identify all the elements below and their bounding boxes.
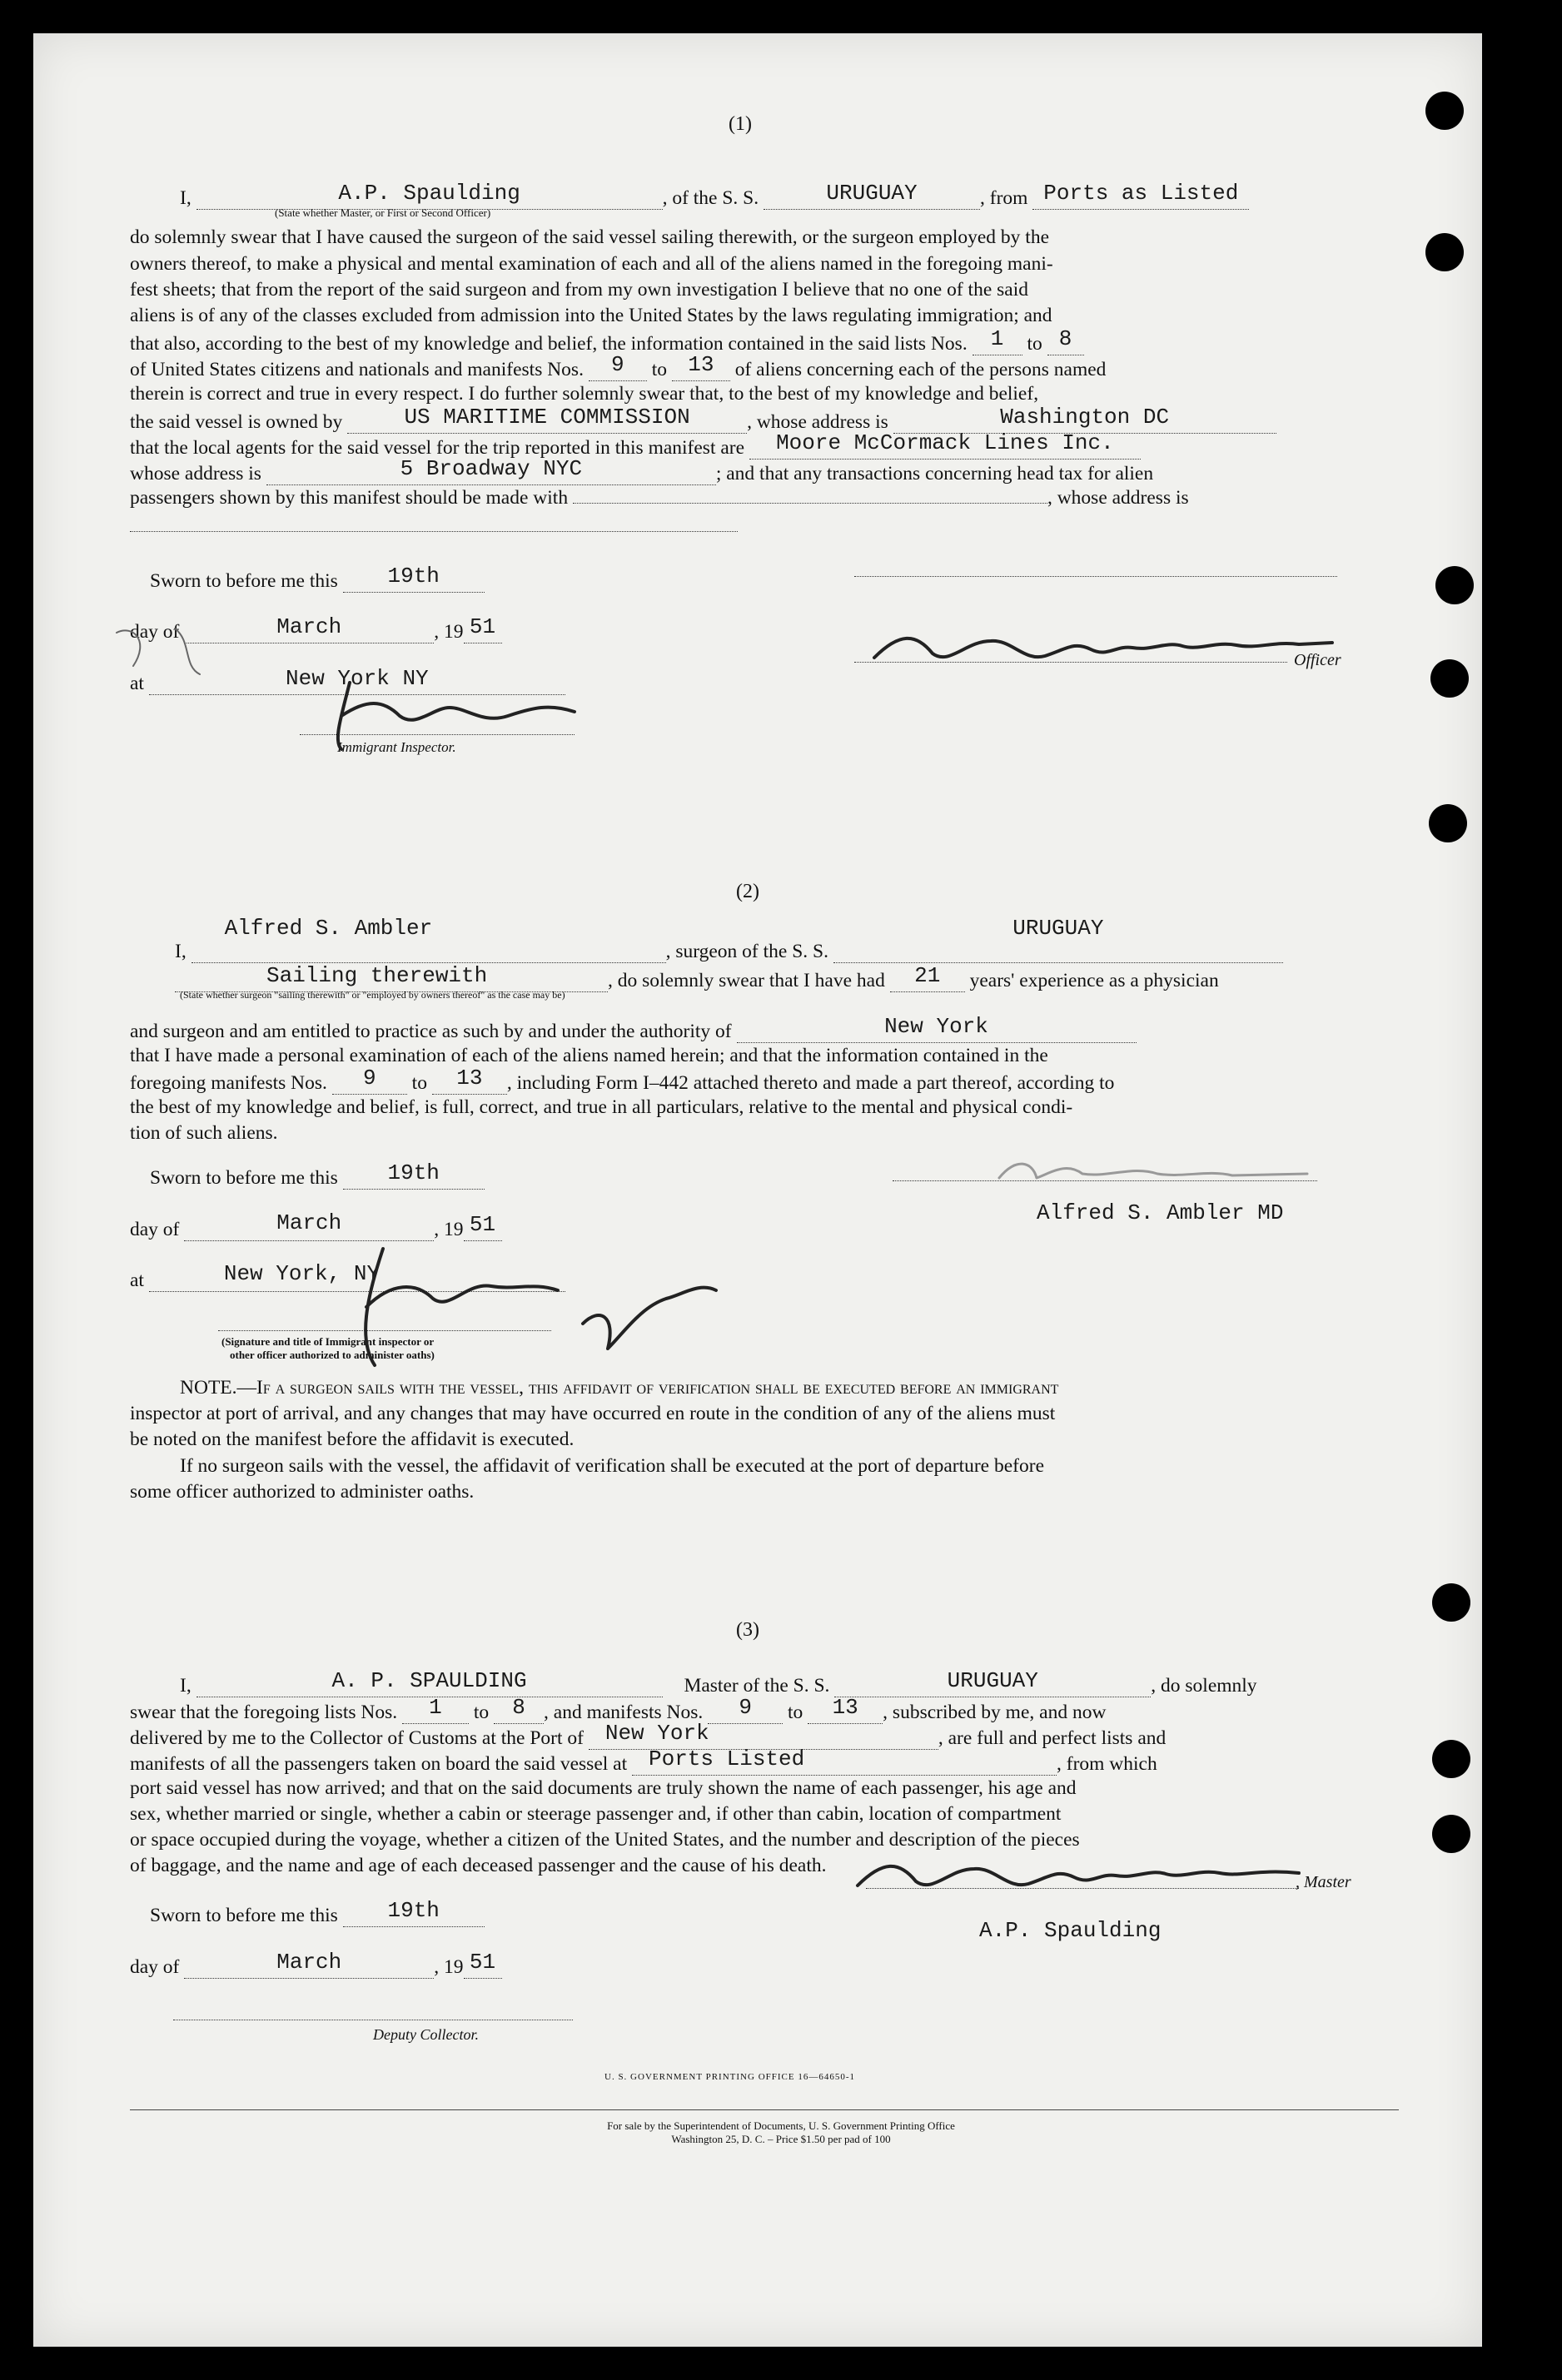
owner-field: US MARITIME COMMISSION bbox=[347, 411, 747, 434]
section-3-number: (3) bbox=[736, 1619, 759, 1641]
footer-rule bbox=[130, 2109, 1399, 2110]
section-3-month: March bbox=[184, 1956, 434, 1979]
section-1-body-10: whose address is 5 Broadway NYC ; and that any transactions concerning head tax for alien bbox=[130, 456, 1154, 484]
lists-from-field: 1 bbox=[973, 333, 1022, 355]
section-3-vessel: URUGUAY bbox=[834, 1675, 1151, 1697]
note-line-5: some officer authorized to administer oaths. bbox=[130, 1481, 475, 1503]
year-field: 51 bbox=[464, 621, 502, 643]
section-2-manifests-from: 9 bbox=[332, 1072, 407, 1095]
section-3-line-5: port said vessel has now arrived; and that on the said documents are truly shown the name of each passenger, his age and bbox=[130, 1777, 1077, 1799]
section-3-line-3: delivered by me to the Collector of Customs at the Port of New York , are full and perfect lists and bbox=[130, 1721, 1167, 1749]
i-label: I, bbox=[180, 187, 192, 209]
note-line-4: If no surgeon sails with the vessel, the affidavit of verification shall be executed at the port of departure before bbox=[180, 1455, 1044, 1477]
section-2-vessel-field: URUGUAY bbox=[833, 941, 1283, 963]
section-3-line-4: manifests of all the passengers taken on board the said vessel at Ports Listed , from which bbox=[130, 1746, 1157, 1775]
sale-line-1: For sale by the Superintendent of Documents, U. S. Government Printing Office bbox=[607, 2119, 955, 2132]
sailing-field: Sailing therewith bbox=[175, 970, 608, 992]
section-2-manifests-to: 13 bbox=[432, 1072, 507, 1095]
section-2-month: March bbox=[184, 1219, 434, 1241]
section-3-line-8: of baggage, and the name and age of each deceased passenger and the cause of his death. bbox=[130, 1855, 827, 1876]
years-field: 21 bbox=[890, 970, 965, 992]
note-line-2: inspector at port of arrival, and any changes that may have occurred en route in the condition of any of the aliens must bbox=[130, 1403, 1056, 1424]
gpo-line: U. S. GOVERNMENT PRINTING OFFICE 16—64650-1 bbox=[604, 2072, 856, 2082]
sig-caption-1: (Signature and title of Immigrant inspector or bbox=[221, 1335, 435, 1348]
section-2-line-4: that I have made a personal examination of each of the aliens named herein; and that the information contained in the bbox=[130, 1045, 1048, 1066]
note-line-3: be noted on the manifest before the affidavit is executed. bbox=[130, 1428, 575, 1450]
section-1-sworn: Sworn to before me this 19th bbox=[150, 570, 485, 593]
section-3-manifests-to: 13 bbox=[808, 1702, 883, 1724]
inspector-caption: Immigrant Inspector. bbox=[337, 739, 456, 755]
section-2-line-7: tion of such aliens. bbox=[130, 1122, 278, 1144]
owner-address-field: Washington DC bbox=[893, 411, 1276, 434]
section-1-date: day of March , 19 51 bbox=[130, 621, 502, 643]
taken-at-field: Ports Listed bbox=[632, 1753, 1057, 1776]
section-2-place: New York, NY bbox=[149, 1269, 565, 1292]
section-1-body-1: do solemnly swear that I have caused the surgeon of the said vessel sailing therewith, or the surgeon employed by the bbox=[130, 226, 1050, 248]
officer-caption: (State whether Master, or First or Second Officer) bbox=[275, 206, 491, 219]
surgeon-signature bbox=[991, 1149, 1324, 1190]
agents-address-field: 5 Broadway NYC bbox=[266, 463, 716, 485]
section-1-body-2: owners thereof, to make a physical and mental examination of each and all of the aliens named in the foregoing mani- bbox=[130, 253, 1053, 275]
officer-name-field: A.P. Spaulding bbox=[196, 187, 663, 210]
section-1-body-5: that also, according to the best of my knowledge and belief, the information contained in the said lists Nos. 1 to 8 bbox=[130, 333, 1084, 355]
sworn-day-field: 19th bbox=[343, 570, 485, 593]
agents-field: Moore McCormack Lines Inc. bbox=[749, 437, 1141, 460]
sig-caption-2: other officer authorized to administer oaths) bbox=[230, 1349, 435, 1361]
master-name-field: A. P. SPAULDING bbox=[196, 1675, 663, 1697]
vessel-field: URUGUAY bbox=[764, 187, 980, 210]
section-2-number: (2) bbox=[736, 881, 759, 902]
punch-hole bbox=[1430, 659, 1469, 698]
punch-hole bbox=[1435, 566, 1474, 604]
section-3-date: day of March , 19 51 bbox=[130, 1956, 502, 1979]
section-3-line-6: sex, whether married or single, whether a cabin or steerage passenger and, if other than cabin, location of compartment bbox=[130, 1803, 1062, 1825]
manifests-to-field: 13 bbox=[672, 359, 730, 381]
master-signature-1 bbox=[866, 616, 1349, 683]
section-1-body-8: the said vessel is owned by US MARITIME COMMISSION , whose address is Washington DC bbox=[130, 411, 1276, 434]
note-line-1: NOTE.—If a surgeon sails with the vessel, this affidavit of verification shall be executed before an immigrant bbox=[180, 1377, 1059, 1399]
section-3-line-7: or space occupied during the voyage, whether a citizen of the United States, and the number and description of the pieces bbox=[130, 1829, 1080, 1851]
manifests-from-field: 9 bbox=[589, 359, 647, 381]
head-tax-field bbox=[573, 503, 1047, 504]
manifest-page bbox=[33, 33, 1482, 2347]
punch-hole bbox=[1425, 92, 1464, 130]
section-2-line-5: foregoing manifests Nos. 9 to 13 , including Form I–442 attached thereto and made a part thereof, according to bbox=[130, 1066, 1115, 1094]
section-1-body-11: passengers shown by this manifest should be made with , whose address is bbox=[130, 487, 1189, 509]
section-2-year: 51 bbox=[464, 1219, 502, 1241]
section-3-year: 51 bbox=[464, 1956, 502, 1979]
section-1-body-9: that the local agents for the said vessel for the trip reported in this manifest are Moore McCormack Lines Inc. bbox=[130, 437, 1141, 460]
inspector-signature-2 bbox=[333, 1232, 749, 1382]
officer-caption-2: Officer bbox=[1294, 651, 1341, 669]
from-field: Ports as Listed bbox=[1032, 187, 1249, 210]
section-3-lists-from: 1 bbox=[402, 1702, 469, 1724]
section-2-line-2: Sailing therewith , do solemnly swear that I have had 21 years' experience as a physician bbox=[175, 970, 1219, 992]
section-2-at: at New York, NY bbox=[130, 1269, 565, 1292]
surgeon-typed-name: Alfred S. Ambler MD bbox=[1037, 1200, 1284, 1225]
surgeon-caption: (State whether surgeon "sailing therewith" or "employed by owners thereof" as the case may be) bbox=[180, 989, 565, 1001]
extra-address-line bbox=[130, 531, 738, 532]
punch-hole bbox=[1432, 1583, 1470, 1622]
section-3-sworn-day: 19th bbox=[343, 1905, 485, 1927]
section-2-line-3: and surgeon and am entitled to practice as such by and under the authority of New York bbox=[130, 1021, 1137, 1043]
place-field: New York NY bbox=[149, 673, 565, 695]
section-3-line-1: I, A. P. SPAULDING Master of the S. S. URUGUAY , do solemnly bbox=[180, 1668, 1257, 1697]
section-2-sworn-day: 19th bbox=[343, 1167, 485, 1190]
section-1-at: at New York NY bbox=[130, 673, 565, 695]
punch-hole bbox=[1425, 233, 1464, 271]
section-1-body-4: aliens is of any of the classes excluded from admission into the United States by the laws regulating immigration; and bbox=[130, 305, 1052, 326]
section-1-body-7: therein is correct and true in every respect. I do further solemnly swear that, to the best of my knowledge and belief, bbox=[130, 383, 1039, 405]
port-field: New York bbox=[589, 1727, 938, 1750]
authority-field: New York bbox=[737, 1021, 1137, 1043]
master-caption: , Master bbox=[1296, 1873, 1351, 1891]
section-3-sworn: Sworn to before me this 19th bbox=[150, 1905, 485, 1927]
section-2-line-6: the best of my knowledge and belief, is full, correct, and true in all particulars, relative to the mental and physical condi- bbox=[130, 1096, 1073, 1118]
sale-line-2: Washington 25, D. C. – Price $1.50 per pad of 100 bbox=[671, 2133, 891, 2145]
lists-to-field: 8 bbox=[1047, 333, 1084, 355]
master-typed-name: A.P. Spaulding bbox=[979, 1918, 1162, 1943]
section-1-number: (1) bbox=[729, 113, 752, 135]
stamp-mark bbox=[100, 616, 266, 691]
deputy-caption: Deputy Collector. bbox=[373, 2026, 479, 2043]
officer-signature-line bbox=[854, 576, 1337, 577]
master-signature-3 bbox=[849, 1848, 1316, 1906]
punch-hole bbox=[1429, 804, 1467, 842]
punch-hole bbox=[1432, 1815, 1470, 1853]
section-3-line-2: swear that the foregoing lists Nos. 1 to 8 , and manifests Nos. 9 to 13 , subscribed by me, and now bbox=[130, 1695, 1107, 1723]
section-2-date: day of March , 19 51 bbox=[130, 1219, 502, 1241]
section-1-body-6: of United States citizens and nationals and manifests Nos. 9 to 13 of aliens concerning each of the persons named bbox=[130, 352, 1107, 380]
surgeon-name-field: Alfred S. Ambler bbox=[192, 941, 666, 963]
section-2-line-1: I, Alfred S. Ambler, surgeon of the S. S. URUGUAY bbox=[175, 941, 1283, 963]
month-field: March bbox=[184, 621, 434, 643]
section-3-lists-to: 8 bbox=[494, 1702, 544, 1724]
section-1-body-3: fest sheets; that from the report of the said surgeon and from my own investigation I believe that no one of the said bbox=[130, 279, 1028, 301]
section-3-manifests-from: 9 bbox=[708, 1702, 783, 1724]
section-1-line-1: I, A.P. Spaulding , of the S. S. URUGUAY , from Ports as Listed bbox=[180, 187, 1249, 210]
inspector-signature-1 bbox=[316, 666, 591, 758]
section-2-sworn: Sworn to before me this 19th bbox=[150, 1167, 485, 1190]
punch-hole bbox=[1432, 1740, 1470, 1778]
